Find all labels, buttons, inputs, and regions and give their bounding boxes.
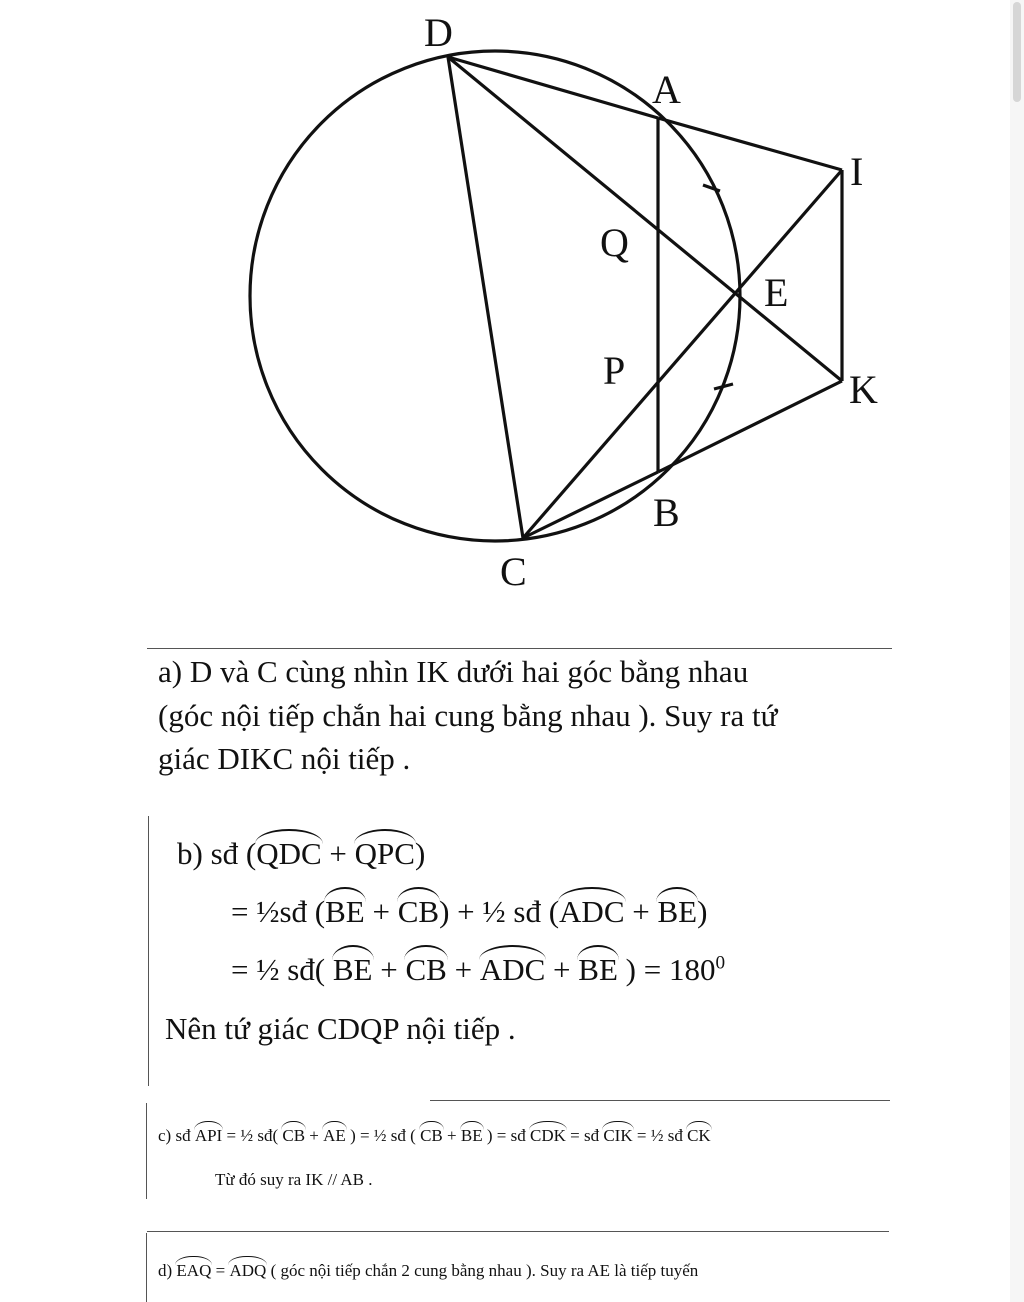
arc-CDK: CDK (529, 1126, 566, 1145)
segment-DK (448, 57, 842, 381)
label-A: A (652, 67, 681, 112)
geometry-figure (0, 0, 1010, 610)
equals-text: = (211, 1261, 230, 1280)
part-c-line2: Từ đó suy ra IK // AB . (215, 1170, 373, 1189)
part-b-line2 (231, 894, 707, 930)
plus-sign: + (446, 952, 480, 987)
equals-text: = sđ (565, 1126, 604, 1145)
arc-AE: AE (323, 1126, 346, 1145)
label-D: D (424, 10, 453, 55)
plus-sign: + (545, 952, 579, 987)
arc-CB: CB (420, 1126, 443, 1145)
plus-sign: + (624, 894, 658, 929)
part-b-line2-suffix: ) (697, 894, 708, 929)
label-P: P (603, 348, 626, 393)
divider-d (147, 1231, 889, 1232)
equals-text: = ½ sđ( (222, 1126, 283, 1145)
plus-sign: + (372, 952, 406, 987)
divider-c (430, 1100, 890, 1101)
part-b-line2-prefix: = ½sđ ( (231, 894, 326, 929)
equals-text: ) = ½ sđ ( (345, 1126, 421, 1145)
arc-BE: BE (325, 894, 365, 929)
arc-ADC: ADC (559, 894, 625, 929)
arc-BE: BE (657, 894, 698, 929)
arc-CB: CB (405, 952, 447, 987)
scrollbar-track[interactable] (1010, 0, 1024, 1302)
part-b-line2-mid: ) + ½ sđ ( (439, 894, 560, 929)
arc-QDC: QDC (256, 836, 322, 871)
arc-CIK: CIK (603, 1126, 633, 1145)
part-b-line3-suffix: ) = 180 (617, 952, 716, 987)
part-b-line1 (177, 836, 425, 872)
arc-ADQ: ADQ (229, 1261, 267, 1280)
label-K: K (849, 367, 878, 412)
part-b-line3 (231, 952, 725, 988)
equals-text: ) = sđ (482, 1126, 530, 1145)
part-a-line1: a) D và C cùng nhìn IK dưới hai góc bằng nhau (158, 654, 749, 689)
segment-CI (523, 170, 842, 538)
arc-EAQ: EAQ (176, 1261, 212, 1280)
label-E: E (764, 270, 789, 315)
segment-CB (523, 472, 658, 538)
part-a-line2: (góc nội tiếp chắn hai cung bằng nhau ). Suy ra tứ (158, 698, 778, 733)
part-b-line1-prefix: b) sđ ( (177, 836, 257, 871)
scrollbar-thumb[interactable] (1013, 2, 1021, 102)
label-I: I (850, 149, 864, 194)
part-d-side-rule (146, 1233, 147, 1302)
segment-DC (448, 57, 523, 538)
label-C: C (500, 549, 527, 594)
segment-BK (658, 381, 842, 472)
plus-sign: + (364, 894, 398, 929)
part-c-side-rule (146, 1103, 147, 1199)
part-b-line1-suffix: ) (414, 836, 426, 871)
plus-sign: + (305, 1126, 324, 1145)
part-d-line (158, 1261, 698, 1281)
arc-BE: BE (460, 1126, 483, 1145)
arc-BE: BE (578, 952, 618, 987)
part-a-line3: giác DIKC nội tiếp . (158, 741, 411, 776)
tick-mark-AE (703, 185, 720, 191)
arc-BE: BE (332, 952, 373, 987)
plus-sign: + (442, 1126, 461, 1145)
equals-text: = ½ sđ (632, 1126, 688, 1145)
part-b-side-rule (148, 816, 149, 1086)
arc-CB: CB (397, 894, 440, 929)
label-B: B (653, 490, 680, 535)
label-Q: Q (600, 220, 629, 265)
plus-sign: + (321, 836, 355, 871)
arc-QPC: QPC (354, 836, 415, 871)
part-c-line1 (158, 1126, 711, 1146)
part-d-prefix: d) (158, 1261, 177, 1280)
divider-top (147, 648, 892, 649)
part-d-suffix: ( góc nội tiếp chắn 2 cung bằng nhau ). Suy ra AE là tiếp tuyến (266, 1261, 699, 1280)
part-b-line4: Nên tứ giác CDQP nội tiếp . (165, 1011, 516, 1046)
arc-ADC: ADC (479, 952, 546, 987)
degree-superscript: 0 (715, 952, 726, 974)
part-c-prefix: c) sđ (158, 1126, 195, 1145)
part-b-line3-prefix: = ½ sđ( (231, 952, 333, 987)
arc-CB: CB (282, 1126, 306, 1145)
arc-CK: CK (687, 1126, 711, 1145)
arc-API: API (194, 1126, 223, 1145)
